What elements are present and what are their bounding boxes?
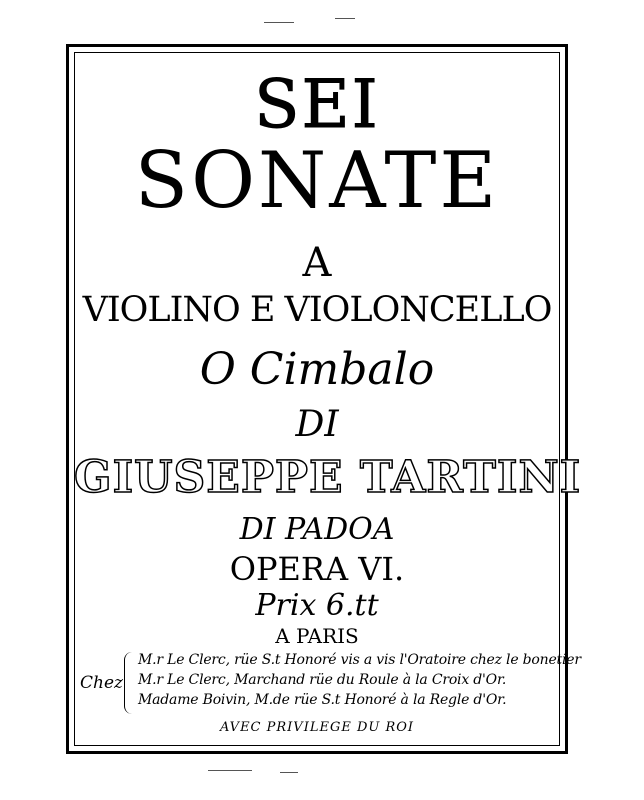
publication-city: A PARIS (275, 624, 359, 648)
composer-origin: DI PADOA (239, 512, 395, 547)
paper-speck (264, 22, 294, 23)
seller-line: M.r Le Clerc, rüe S.t Honoré vis a vis l'Oratoire chez le bonetier (138, 652, 581, 668)
title-a: A (302, 240, 332, 286)
title-cimbalo: O Cimbalo (199, 344, 435, 395)
title-instruments: VIOLINO E VIOLONCELLO (82, 290, 552, 330)
composer-name: GIUSEPPE TARTINI (74, 452, 582, 503)
paper-speck (335, 18, 355, 19)
paper-speck (208, 770, 252, 771)
price: Prix 6.tt (255, 588, 379, 623)
opus-number: OPERA VI. (229, 550, 405, 588)
title-di: DI (295, 404, 339, 445)
seller-line: M.r Le Clerc, Marchand rüe du Roule à la Croix d'Or. (138, 672, 507, 688)
paper-speck (280, 772, 298, 773)
seller-line: Madame Boivin, M.de rüe S.t Honoré à la Regle d'Or. (138, 692, 507, 708)
title-sonate: SONATE (134, 136, 500, 226)
sellers-label: Chez (80, 673, 123, 693)
royal-privilege: AVEC PRIVILEGE DU ROI (219, 720, 415, 735)
brace-icon (124, 652, 135, 714)
title-sei: SEI (254, 66, 380, 143)
